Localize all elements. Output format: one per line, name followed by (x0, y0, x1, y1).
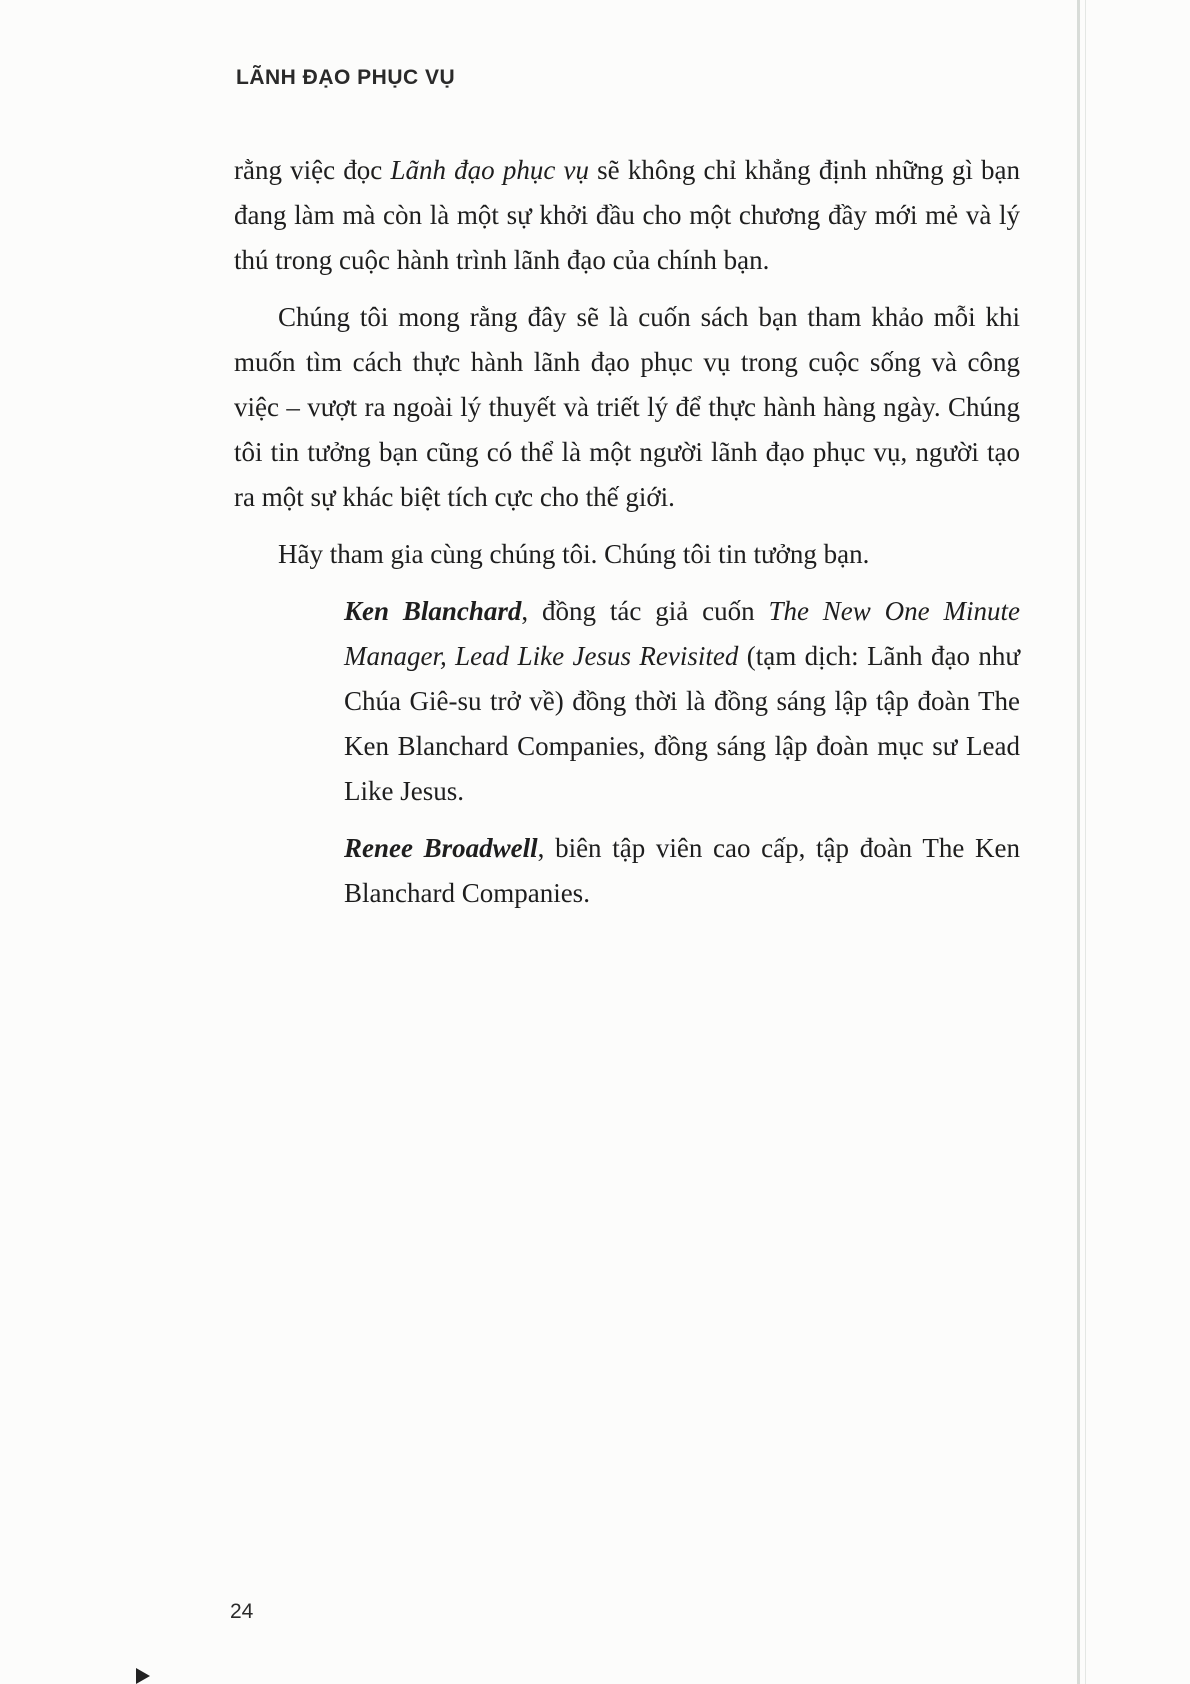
paragraph-1-start: rằng việc đọc (234, 155, 391, 185)
paragraph-1-end: sẽ không chỉ khẳng định những gì bạn đang làm mà còn là một sự khởi đầu cho một chương đầy mới mẻ và lý thú trong cuộc hành trình lãnh đạo của chính bạn. (234, 155, 1021, 275)
page-number: 24 (230, 1600, 254, 1623)
paragraph-1 (234, 148, 1020, 283)
corner-mark (136, 1668, 150, 1684)
signature-text: (tạm dịch: Lãnh đạo như Chúa Giê-su trở về) đồng thời là đồng sáng lập tập đoàn The Ken Blanchard Companies, đồng sáng lập đoàn mục sư Lead Like Jesus. (344, 641, 1020, 806)
signature-name: Renee Broadwell (344, 833, 538, 863)
signature-name: Ken Blanchard (344, 596, 522, 626)
page-edge-inner (1085, 0, 1086, 1684)
signature-text: , đồng tác giả cuốn (521, 596, 769, 626)
signature-ken-blanchard (344, 589, 1020, 814)
running-header: LÃNH ĐẠO PHỤC VỤ (236, 66, 456, 89)
paragraph-2: Chúng tôi mong rằng đây sẽ là cuốn sách bạn tham khảo mỗi khi muốn tìm cách thực hành lãnh đạo phục vụ trong cuộc sống và công việc – vượt ra ngoài lý thuyết và triết lý để thực hành hàng ngày. Chúng tôi tin tưởng bạn cũng có thể là một người lãnh đạo phục vụ, người tạo ra một sự khác biệt tích cực cho thế giới. (234, 302, 1020, 512)
signature-text: , biên tập viên cao cấp, tập đoàn The Ken Blanchard Companies. (344, 833, 1020, 908)
paragraph-3: Hãy tham gia cùng chúng tôi. Chúng tôi tin tưởng bạn. (278, 539, 870, 569)
body-text (234, 148, 1020, 928)
book-title-italic: Lãnh đạo phục vụ (390, 155, 589, 185)
signature-book-titles: The New One Minute Manager, Lead Like Jesus Revisited (344, 596, 1020, 671)
page-edge (1077, 0, 1080, 1684)
signature-renee-broadwell (344, 826, 1020, 916)
